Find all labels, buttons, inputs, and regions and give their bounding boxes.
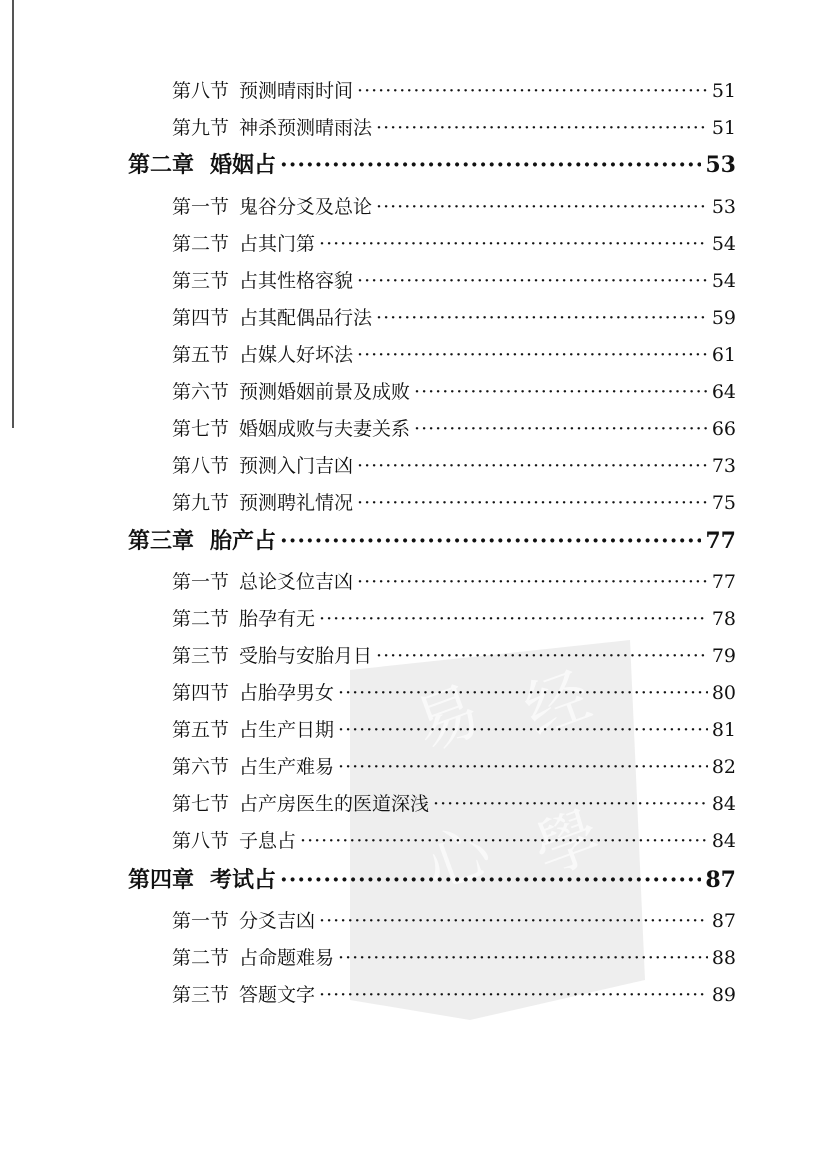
entry-page-number: 78 xyxy=(711,608,736,630)
entry-title: 预测入门吉凶 xyxy=(239,455,354,477)
entry-title: 答题文字 xyxy=(239,984,316,1006)
svg-text:學: 學 xyxy=(525,798,611,891)
entry-title: 总论爻位吉凶 xyxy=(239,571,354,593)
toc-entry[interactable] xyxy=(172,414,736,441)
entry-number: 第九节 xyxy=(172,492,230,514)
entry-title: 婚姻成败与夫妻关系 xyxy=(239,418,411,440)
dot-leader xyxy=(280,152,701,178)
dot-leader xyxy=(433,793,708,815)
dot-leader xyxy=(376,645,708,667)
entry-title: 子息占 xyxy=(239,830,297,852)
dot-leader xyxy=(376,196,708,218)
entry-page-number: 54 xyxy=(711,270,736,292)
entry-number: 第七节 xyxy=(172,418,230,440)
entry-page-number: 54 xyxy=(711,233,736,255)
entry-number: 第一节 xyxy=(172,571,230,593)
dot-leader xyxy=(414,381,708,403)
entry-number: 第四节 xyxy=(172,682,230,704)
toc-entry[interactable] xyxy=(172,678,736,705)
toc-entry[interactable] xyxy=(172,789,736,816)
toc-entry[interactable] xyxy=(172,943,736,970)
dot-leader xyxy=(357,80,708,102)
toc-entry[interactable] xyxy=(172,980,736,1007)
entry-title: 占产房医生的医道深浅 xyxy=(239,793,430,815)
entry-number: 第七节 xyxy=(172,793,230,815)
dot-leader xyxy=(280,867,701,893)
entry-number: 第六节 xyxy=(172,381,230,403)
entry-title: 占媒人好坏法 xyxy=(239,344,354,366)
dot-leader xyxy=(319,233,708,255)
toc-entry[interactable] xyxy=(172,715,736,742)
dot-leader xyxy=(338,756,708,778)
entry-page-number: 81 xyxy=(711,719,736,741)
entry-title: 预测晴雨时间 xyxy=(239,80,354,102)
entry-page-number: 79 xyxy=(711,645,736,667)
entry-number: 第五节 xyxy=(172,344,230,366)
chapter-title: 胎产占 xyxy=(210,528,277,554)
entry-page-number: 88 xyxy=(711,947,736,969)
entry-page-number: 84 xyxy=(711,793,736,815)
entry-page-number: 82 xyxy=(711,756,736,778)
entry-page-number: 66 xyxy=(711,418,736,440)
toc-entry[interactable] xyxy=(172,76,736,103)
chapter-page-number: 53 xyxy=(705,152,736,178)
entry-title: 占其性格容貌 xyxy=(239,270,354,292)
entry-page-number: 73 xyxy=(711,455,736,477)
dot-leader xyxy=(357,270,708,292)
dot-leader xyxy=(319,608,708,630)
dot-leader xyxy=(280,528,701,554)
dot-leader xyxy=(319,984,708,1006)
entry-number: 第二节 xyxy=(172,608,230,630)
dot-leader xyxy=(357,455,708,477)
entry-number: 第二节 xyxy=(172,947,230,969)
dot-leader xyxy=(357,492,708,514)
dot-leader xyxy=(338,947,708,969)
entry-title: 分爻吉凶 xyxy=(239,910,316,932)
entry-page-number: 53 xyxy=(711,196,736,218)
toc-entry[interactable] xyxy=(172,826,736,853)
entry-number: 第四节 xyxy=(172,307,230,329)
dot-leader xyxy=(414,418,708,440)
toc-entry[interactable] xyxy=(172,567,736,594)
entry-number: 第三节 xyxy=(172,270,230,292)
entry-page-number: 51 xyxy=(711,80,736,102)
entry-page-number: 51 xyxy=(711,117,736,139)
entry-title: 预测婚姻前景及成败 xyxy=(239,381,411,403)
toc-chapter-entry[interactable] xyxy=(128,863,736,894)
entry-title: 胎孕有无 xyxy=(239,608,316,630)
toc-entry[interactable] xyxy=(172,303,736,330)
toc-entry[interactable] xyxy=(172,192,736,219)
entry-title: 鬼谷分爻及总论 xyxy=(239,196,373,218)
entry-page-number: 80 xyxy=(711,682,736,704)
dot-leader xyxy=(338,719,708,741)
dot-leader xyxy=(376,307,708,329)
entry-number: 第一节 xyxy=(172,196,230,218)
entry-page-number: 89 xyxy=(711,984,736,1006)
entry-title: 占生产日期 xyxy=(239,719,335,741)
toc-entry[interactable] xyxy=(172,451,736,478)
toc-entry[interactable] xyxy=(172,906,736,933)
entry-title: 占生产难易 xyxy=(239,756,335,778)
dot-leader xyxy=(300,830,708,852)
toc-entry[interactable] xyxy=(172,377,736,404)
entry-number: 第三节 xyxy=(172,645,230,667)
entry-number: 第三节 xyxy=(172,984,230,1006)
entry-page-number: 77 xyxy=(711,571,736,593)
entry-page-number: 75 xyxy=(711,492,736,514)
dot-leader xyxy=(357,571,708,593)
svg-text:经: 经 xyxy=(515,658,601,751)
entry-title: 预测聘礼情况 xyxy=(239,492,354,514)
entry-number: 第二节 xyxy=(172,233,230,255)
entry-page-number: 64 xyxy=(711,381,736,403)
toc-chapter-entry[interactable] xyxy=(128,148,736,179)
entry-number: 第八节 xyxy=(172,455,230,477)
entry-page-number: 87 xyxy=(711,910,736,932)
entry-page-number: 84 xyxy=(711,830,736,852)
entry-title: 占其门第 xyxy=(239,233,316,255)
entry-page-number: 59 xyxy=(711,307,736,329)
chapter-title: 婚姻占 xyxy=(210,152,277,178)
toc-entry[interactable] xyxy=(172,229,736,256)
chapter-number: 第二章 xyxy=(128,152,195,178)
entry-title: 占胎孕男女 xyxy=(239,682,335,704)
toc-entry[interactable] xyxy=(172,641,736,668)
dot-leader xyxy=(338,682,708,704)
entry-number: 第九节 xyxy=(172,117,230,139)
toc-entry[interactable] xyxy=(172,752,736,779)
toc-chapter-entry[interactable] xyxy=(128,524,736,555)
dot-leader xyxy=(376,117,708,139)
svg-text:心: 心 xyxy=(415,813,501,906)
toc-entry[interactable] xyxy=(172,113,736,140)
svg-text:易: 易 xyxy=(405,673,491,766)
entry-number: 第一节 xyxy=(172,910,230,932)
entry-title: 占其配偶品行法 xyxy=(239,307,373,329)
entry-title: 受胎与安胎月日 xyxy=(239,645,373,667)
chapter-number: 第四章 xyxy=(128,867,195,893)
toc-entry[interactable] xyxy=(172,604,736,631)
chapter-page-number: 87 xyxy=(705,867,736,893)
toc-entry[interactable] xyxy=(172,266,736,293)
entry-title: 占命题难易 xyxy=(239,947,335,969)
entry-title: 神杀预测晴雨法 xyxy=(239,117,373,139)
entry-number: 第八节 xyxy=(172,80,230,102)
dot-leader xyxy=(357,344,708,366)
entry-number: 第八节 xyxy=(172,830,230,852)
toc-entry[interactable] xyxy=(172,488,736,515)
entry-page-number: 61 xyxy=(711,344,736,366)
chapter-page-number: 77 xyxy=(705,528,736,554)
chapter-title: 考试占 xyxy=(210,867,277,893)
toc-entry[interactable] xyxy=(172,340,736,367)
entry-number: 第五节 xyxy=(172,719,230,741)
entry-number: 第六节 xyxy=(172,756,230,778)
dot-leader xyxy=(319,910,708,932)
chapter-number: 第三章 xyxy=(128,528,195,554)
